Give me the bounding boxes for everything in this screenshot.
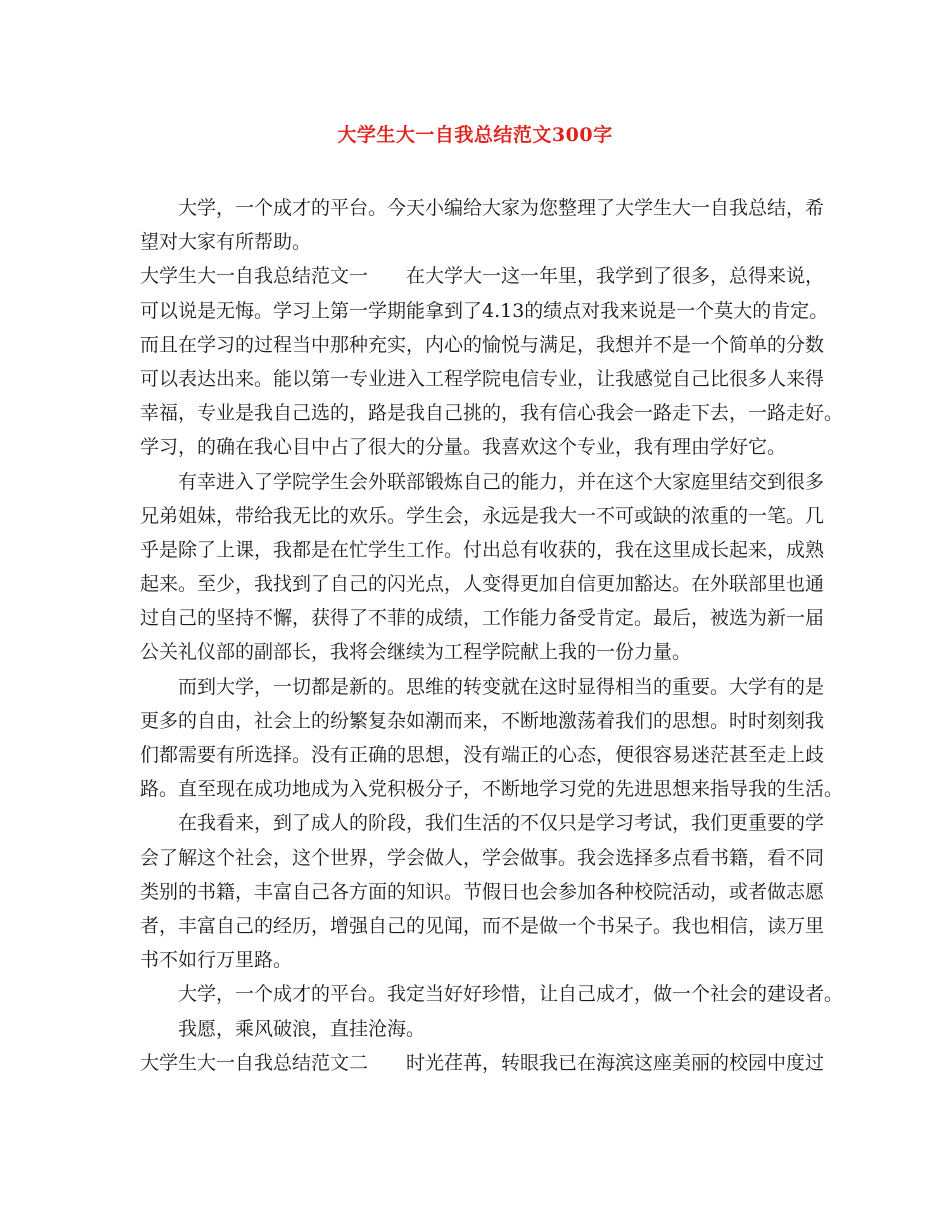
- text-line: 们都需要有所选择。没有正确的思想，没有端正的心态，便很容易迷茫甚至走上歧: [140, 744, 825, 766]
- text-line: 在我看来，到了成人的阶段，我们生活的不仅只是学习考试，我们更重要的学: [178, 812, 825, 835]
- text-line: 公关礼仪部的副部长，我将会继续为工程学院献上我的一份力量。: [140, 641, 692, 664]
- text-line: 大学，一个成才的平台。我定当好好珍惜，让自己成才，做一个社会的建设者。: [178, 983, 844, 1006]
- text-line: 可以表达出来。能以第一专业进入工程学院电信专业，让我感觉自己比很多人来得: [140, 367, 825, 390]
- text-line: 可以说是无悔。学习上第一学期能拿到了4.13的绩点对我来说是一个莫大的肯定。: [140, 299, 829, 322]
- text-line: 我愿，乘风破浪，直挂沧海。: [178, 1017, 426, 1040]
- text-line: 路。直至现在成功地成为入党积极分子，不断地学习党的先进思想来指导我的生活。: [140, 778, 844, 801]
- text-line: 而且在学习的过程当中那种充实，内心的愉悦与满足，我想并不是一个简单的分数: [140, 333, 825, 356]
- text-line: 有幸进入了学院学生会外联部锻炼自己的能力，并在这个大家庭里结交到很多: [178, 470, 825, 493]
- text-line: 者，丰富自己的经历，增强自己的见闻，而不是做一个书呆子。我也相信，读万里: [140, 914, 825, 937]
- section-heading-line: 大学生大一自我总结范文二 时光荏苒，转眼我已在海滨这座美丽的校园中度过: [140, 1051, 825, 1074]
- document-title: 大学生大一自我总结范文300字: [337, 124, 613, 146]
- text-line: 书不如行万里路。: [140, 949, 293, 972]
- text-line: 大学，一个成才的平台。今天小编给大家为您整理了大学生大一自我总结，希: [178, 197, 825, 219]
- text-line: 而到大学，一切都是新的。思维的转变就在这时显得相当的重要。大学有的是: [178, 675, 825, 698]
- text-line: 兄弟姐妹，带给我无比的欢乐。学生会，永远是我大一不可或缺的浓重的一笔。几: [140, 504, 825, 527]
- text-line: 会了解这个社会，这个世界，学会做人，学会做事。我会选择多点看书籍，看不同: [140, 846, 825, 869]
- text-line: 乎是除了上课，我都是在忙学生工作。付出总有收获的，我在这里成长起来，成熟: [140, 538, 825, 561]
- text-line: 更多的自由，社会上的纷繁复杂如潮而来，不断地激荡着我们的思想。时时刻刻我: [140, 709, 825, 732]
- text-line: 过自己的坚持不懈，获得了不菲的成绩，工作能力备受肯定。最后，被选为新一届: [140, 607, 825, 630]
- document-body: [140, 191, 844, 1080]
- section-heading-line: 大学生大一自我总结范文一 在大学大一这一年里，我学到了很多，总得来说，: [140, 265, 825, 288]
- text-line: 学习，的确在我心目中占了很大的分量。我喜欢这个专业，我有理由学好它。: [140, 436, 787, 459]
- text-line: 起来。至少，我找到了自己的闪光点，人变得更加自信更加豁达。在外联部里也通: [140, 573, 825, 596]
- text-line: 类别的书籍，丰富自己各方面的知识。节假日也会参加各种校院活动，或者做志愿: [140, 880, 825, 903]
- text-line: 幸福，专业是我自己选的，路是我自己挑的，我有信心我会一路走下去，一路走好。: [140, 402, 844, 425]
- text-line: 望对大家有所帮助。: [140, 231, 312, 254]
